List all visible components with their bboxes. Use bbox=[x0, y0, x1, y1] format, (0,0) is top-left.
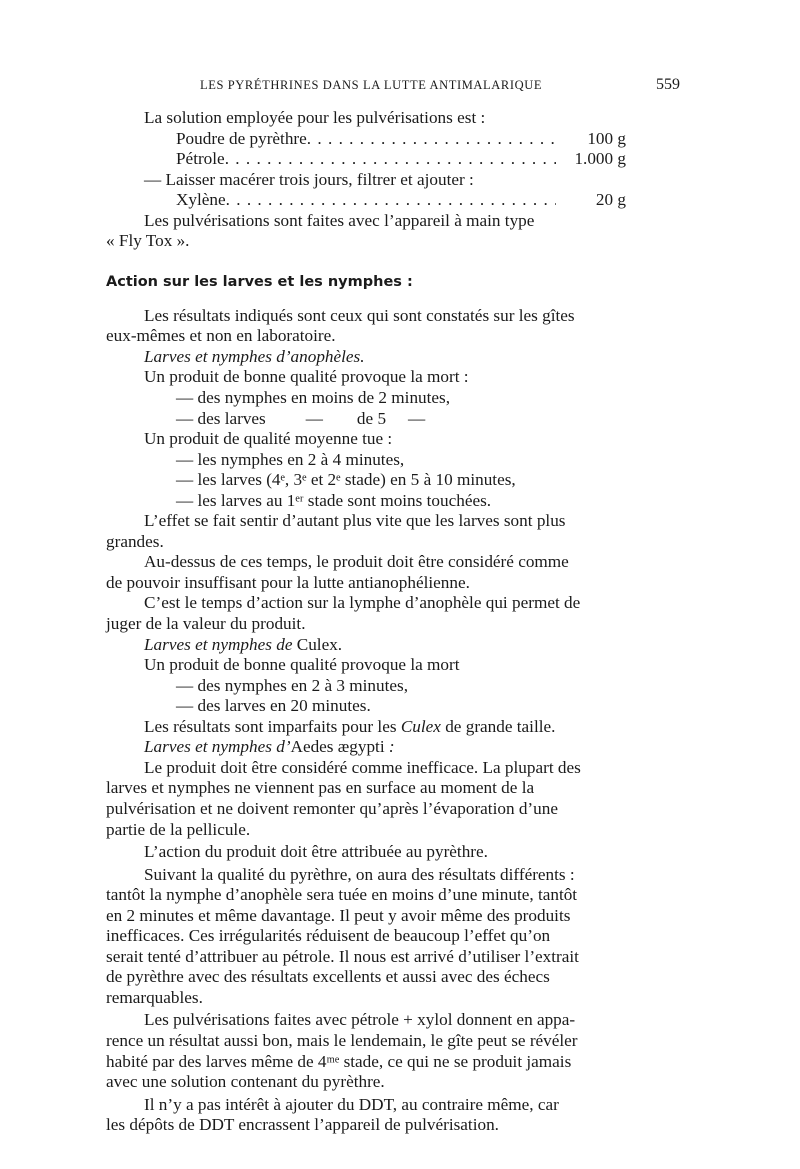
list-item: — des nymphes en moins de 2 minutes, bbox=[176, 388, 451, 408]
paragraph-line: juger de la valeur du produit. bbox=[106, 614, 306, 634]
paragraph-line: Il n’y a pas intérêt à ajouter du DDT, au contraire même, car bbox=[144, 1094, 559, 1114]
paragraph-line: Les pulvérisations faites avec pétrole + xylol donnent en appa- bbox=[144, 1010, 576, 1030]
subheading-text: Larves et nymphes d’ bbox=[144, 737, 291, 757]
list-item: — des larves en 20 minutes. bbox=[176, 696, 371, 716]
subheading-anopheles: Larves et nymphes d’anophèles. bbox=[144, 346, 365, 366]
apparatus-line bbox=[106, 211, 680, 232]
recipe-item-name: Poudre de pyrèthre bbox=[176, 128, 307, 148]
recipe-item-qty: 100 g bbox=[587, 128, 626, 148]
paragraph-line: rence un résultat aussi bon, mais le lendemain, le gîte peut se révéler bbox=[106, 1030, 578, 1050]
recipe-instruction: — Laisser macérer trois jours, filtrer et ajouter : bbox=[144, 169, 474, 189]
paragraph-line: Au-dessus de ces temps, le produit doit être considéré comme bbox=[144, 552, 569, 572]
paragraph-line: Suivant la qualité du pyrèthre, on aura des résultats différents : bbox=[144, 864, 575, 884]
recipe-item-name: Pétrole bbox=[176, 149, 225, 169]
section-title: Action sur les larves et les nymphes : bbox=[106, 273, 413, 290]
paragraph-line: C’est le temps d’action sur la lymphe d’anophèle qui permet de bbox=[144, 593, 581, 613]
paragraph-line: avec une solution contenant du pyrèthre. bbox=[106, 1072, 385, 1092]
paragraph-line: Un produit de bonne qualité provoque la mort bbox=[144, 655, 460, 675]
paragraph-line: Un produit de qualité moyenne tue : bbox=[144, 429, 393, 449]
recipe-item bbox=[106, 190, 626, 211]
paragraph-line: tantôt la nymphe d’anophèle sera tuée en moins d’une minute, tantôt bbox=[106, 885, 578, 905]
subheading-aedes bbox=[106, 737, 680, 758]
page-body bbox=[106, 108, 680, 1136]
text-span: Les résultats sont imparfaits pour les bbox=[144, 716, 397, 736]
paragraph-line: de pyrèthre avec des résultats excellents et aussi avec des échecs bbox=[106, 967, 550, 987]
recipe-item-name: Xylène bbox=[176, 190, 226, 210]
recipe-item-qty: 20 g bbox=[595, 190, 626, 210]
text-span: de grande taille. bbox=[445, 716, 556, 736]
paragraph-line: pulvérisation et ne doivent remonter qu’après l’évaporation d’une bbox=[106, 798, 558, 818]
leader-dots bbox=[225, 149, 556, 170]
leader-dots bbox=[307, 129, 556, 150]
leader-dots bbox=[226, 190, 556, 211]
genus-name: Culex. bbox=[296, 634, 343, 654]
subheading-culex bbox=[106, 635, 680, 656]
paragraph-line: serait tenté d’attribuer au pétrole. Il nous est arrivé d’utiliser l’extrait bbox=[106, 946, 579, 966]
paragraph-line: de pouvoir insuffisant pour la lutte antianophélienne. bbox=[106, 572, 470, 592]
paragraph-line: larves et nymphes ne viennent pas en surface au moment de la bbox=[106, 778, 535, 798]
list-item bbox=[106, 409, 680, 430]
list-item-text: de 5 bbox=[356, 408, 387, 428]
subheading-text: Larves et nymphes de bbox=[144, 634, 293, 654]
paragraph-line: en 2 minutes et même davantage. Il peut y avoir même des produits bbox=[106, 905, 571, 925]
paragraph-line: partie de la pellicule. bbox=[106, 819, 251, 839]
list-item: — les larves au 1ᵉʳ stade sont moins touchées. bbox=[176, 490, 492, 510]
subheading-colon: : bbox=[388, 737, 395, 757]
list-item-text: — des larves bbox=[176, 408, 266, 428]
recipe-item bbox=[106, 129, 626, 150]
list-item: — les larves (4ᵉ, 3ᵉ et 2ᵉ stade) en 5 à 10 minutes, bbox=[176, 470, 516, 490]
paragraph-line: les dépôts de DDT encrassent l’appareil de pulvérisation. bbox=[106, 1115, 499, 1135]
paragraph-line: L’effet se fait sentir d’autant plus vite que les larves sont plus bbox=[144, 511, 566, 531]
paragraph-line: L’action du produit doit être attribuée au pyrèthre. bbox=[144, 842, 488, 862]
paragraph-line: grandes. bbox=[106, 531, 164, 551]
paragraph-line: remarquables. bbox=[106, 987, 203, 1007]
paragraph-line: eux-mêmes et non en laboratoire. bbox=[106, 326, 336, 346]
paragraph-line: Un produit de bonne qualité provoque la mort : bbox=[144, 367, 469, 387]
recipe-intro: La solution employée pour les pulvérisations est : bbox=[144, 108, 486, 127]
page-number: 559 bbox=[656, 76, 680, 93]
ditto-dash: — bbox=[408, 408, 426, 428]
species-name: Aedes ægypti bbox=[290, 737, 385, 757]
paragraph-line: inefficaces. Ces irrégularités réduisent de beaucoup l’effet qu’on bbox=[106, 926, 551, 946]
list-item: — les nymphes en 2 à 4 minutes, bbox=[176, 449, 405, 469]
running-header: LES PYRÉTHRINES DANS LA LUTTE ANTIMALARIQUE bbox=[200, 78, 543, 92]
list-item: — des nymphes en 2 à 3 minutes, bbox=[176, 675, 408, 695]
recipe-item bbox=[106, 149, 626, 170]
paragraph-line: habité par des larves même de 4ᵐᵉ stade, ce qui ne se produit jamais bbox=[106, 1051, 572, 1071]
genus-name: Culex bbox=[400, 716, 441, 736]
paragraph-line: Les résultats indiqués sont ceux qui sont constatés sur les gîtes bbox=[144, 305, 575, 325]
paragraph-line: Le produit doit être considéré comme inefficace. La plupart des bbox=[144, 757, 581, 777]
apparatus-text: Les pulvérisations sont faites avec l’appareil à main type bbox=[144, 210, 535, 230]
apparatus-line-2: « Fly Tox ». bbox=[106, 231, 190, 251]
paragraph-line bbox=[106, 717, 680, 738]
ditto-dash: — bbox=[305, 408, 323, 428]
recipe-item-qty: 1.000 g bbox=[574, 149, 626, 169]
